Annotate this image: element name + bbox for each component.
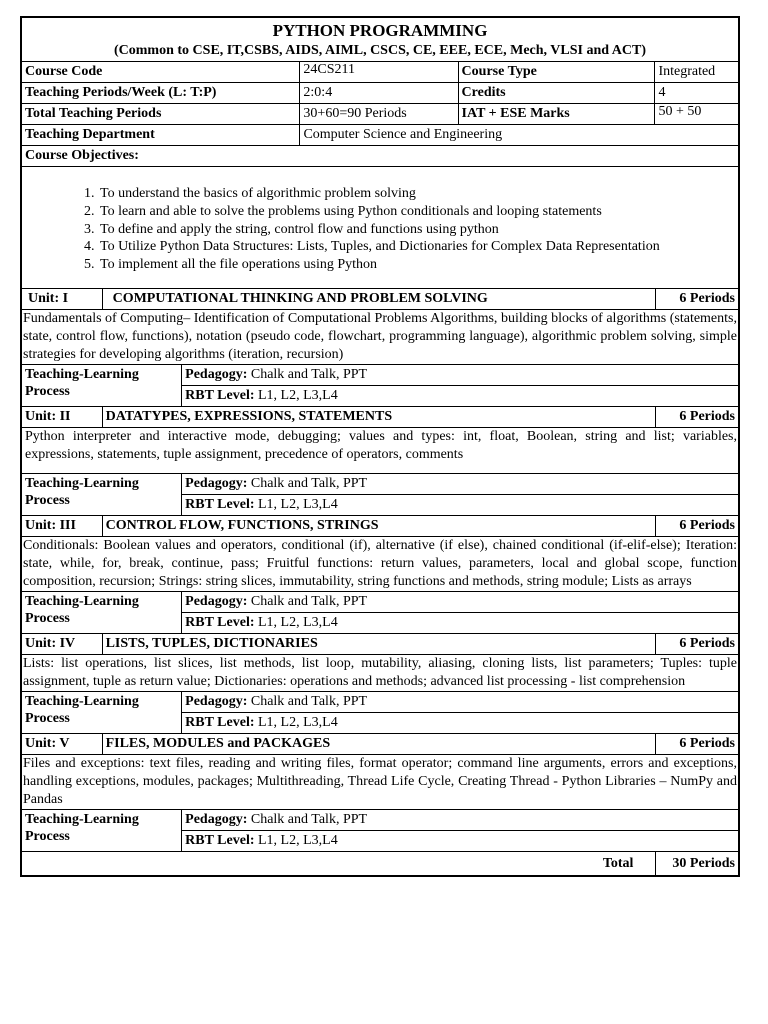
department-label: Teaching Department: [25, 127, 155, 142]
info-row-total-periods: [22, 104, 738, 125]
unit-header-row: [22, 516, 738, 537]
objectives-heading-row: [22, 146, 738, 167]
unit-title: CONTROL FLOW, FUNCTIONS, STRINGS: [102, 516, 656, 536]
course-subtitle: (Common to CSE, IT,CSBS, AIDS, AIML, CSCS, CE, EEE, ECE, Mech, VLSI and ACT): [114, 43, 646, 58]
unit-content: Conditionals: Boolean values and operators, conditional (if), alternative (if else), chained conditional (if-elif-else); Iteration: state, while, for, break, continue, pass; Fruitful functions: return values, parameters, local and global scope, function composition, recursion; Strings: string slices, immutability, string functions and methods, string module; Lists as arrays: [23, 537, 737, 589]
credits-value: 4: [654, 83, 738, 103]
pedagogy-label: Pedagogy:: [185, 811, 248, 827]
unit-label: Unit: V: [25, 735, 70, 751]
total-periods-label: Total Teaching Periods: [25, 106, 162, 121]
unit-title: FILES, MODULES and PACKAGES: [102, 734, 656, 754]
pedagogy-label: Pedagogy:: [185, 593, 248, 609]
credits-label: Credits: [458, 83, 655, 103]
pedagogy-line: [182, 474, 738, 494]
unit-periods: 6 Periods: [655, 634, 738, 654]
unit-periods: 6 Periods: [655, 516, 738, 536]
unit-label: Unit: II: [25, 408, 71, 424]
rbt-value: L1, L2, L3,L4: [258, 614, 338, 630]
objective-item: 3. To define and apply the string, control flow and functions using python: [98, 221, 660, 239]
tlp-row: [22, 474, 738, 516]
course-type-label: Course Type: [458, 62, 655, 82]
tlp-details: [181, 592, 738, 633]
tlp-label: Teaching-Learning Process: [25, 693, 139, 726]
rbt-label: RBT Level:: [185, 714, 255, 730]
pedagogy-value: Chalk and Talk, PPT: [250, 693, 368, 709]
rbt-label: RBT Level:: [185, 496, 255, 512]
course-title: PYTHON PROGRAMMING: [272, 21, 488, 40]
rbt-label: RBT Level:: [185, 614, 255, 630]
pedagogy-label: Pedagogy:: [185, 693, 248, 709]
objectives-list: [22, 167, 660, 288]
rbt-value: L1, L2, L3,L4: [258, 387, 338, 403]
unit-label: Unit: IV: [25, 635, 76, 651]
total-label: Total: [602, 855, 634, 871]
rbt-line: [182, 494, 738, 515]
pedagogy-label: Pedagogy:: [185, 366, 248, 382]
department-value: Computer Science and Engineering: [299, 125, 738, 145]
unit-label: Unit: III: [25, 517, 76, 533]
tlp-row: [22, 810, 738, 852]
unit-header-row: [22, 407, 738, 428]
total-row: [22, 852, 738, 875]
marks-value: 50 + 50: [654, 104, 738, 124]
objective-item: 4. To Utilize Python Data Structures: Lists, Tuples, and Dictionaries for Complex Data Representation: [98, 238, 660, 256]
unit-title: COMPUTATIONAL THINKING AND PROBLEM SOLVING: [102, 289, 656, 309]
objective-item: 2. To learn and able to solve the problems using Python conditionals and looping statements: [98, 203, 660, 221]
course-code-label: Course Code: [25, 64, 103, 79]
tlp-details: [181, 474, 738, 515]
rbt-label: RBT Level:: [185, 387, 255, 403]
unit-label: Unit: I: [28, 290, 69, 306]
pedagogy-line: [182, 692, 738, 712]
tlp-details: [181, 692, 738, 733]
pedagogy-value: Chalk and Talk, PPT: [250, 366, 368, 382]
unit-content-row: [22, 655, 738, 692]
unit-title: DATATYPES, EXPRESSIONS, STATEMENTS: [102, 407, 656, 427]
pedagogy-value: Chalk and Talk, PPT: [250, 811, 368, 827]
unit-header-row: [22, 734, 738, 755]
total-value: 30 Periods: [655, 852, 738, 875]
rbt-line: [182, 385, 738, 406]
unit-periods: 6 Periods: [655, 734, 738, 754]
objective-item: 5. To implement all the file operations using Python: [98, 256, 660, 274]
tlp-label: Teaching-Learning Process: [25, 475, 139, 508]
objectives-heading: Course Objectives:: [25, 148, 139, 163]
pedagogy-line: [182, 365, 738, 385]
periods-week-value: 2:0:4: [299, 83, 457, 103]
unit-periods: 6 Periods: [655, 407, 738, 427]
rbt-value: L1, L2, L3,L4: [258, 832, 338, 848]
tlp-label: Teaching-Learning Process: [25, 593, 139, 626]
syllabus-table: [20, 16, 740, 877]
pedagogy-value: Chalk and Talk, PPT: [250, 475, 368, 491]
unit-header-row: [22, 634, 738, 655]
unit-content-row: [22, 537, 738, 592]
unit-content-row: [22, 310, 738, 365]
rbt-value: L1, L2, L3,L4: [258, 496, 338, 512]
unit-content: Lists: list operations, list slices, list methods, list loop, mutability, aliasing, cloning lists, list parameters; Tuples: tuple assignment, tuple as return value; Dictionaries: operations and methods; advanced list processing - list comprehension: [23, 655, 737, 689]
tlp-row: [22, 692, 738, 734]
info-row-department: [22, 125, 738, 146]
objective-item: 1. To understand the basics of algorithmic problem solving: [98, 185, 660, 203]
course-type-value: Integrated: [654, 62, 738, 82]
unit-content: Python interpreter and interactive mode, debugging; values and types: int, float, Boolean, string and list; variables, expressions, statements, tuple assignment, precedence of operators, comments: [25, 428, 737, 462]
pedagogy-line: [182, 810, 738, 830]
info-row-periods-week: [22, 83, 738, 104]
rbt-line: [182, 612, 738, 633]
info-row-course-code: [22, 62, 738, 83]
marks-label: IAT + ESE Marks: [458, 104, 655, 124]
unit-title: LISTS, TUPLES, DICTIONARIES: [102, 634, 656, 654]
unit-content: Fundamentals of Computing– Identification of Computational Problems Algorithms, building blocks of algorithms (statements, state, control flow, functions), notation (pseudo code, flowchart, programming language), algorithmic problem solving, simple strategies for developing algorithms (iteration, recursion): [23, 310, 737, 362]
pedagogy-value: Chalk and Talk, PPT: [250, 593, 368, 609]
tlp-details: [181, 810, 738, 851]
objectives-list-row: [22, 167, 738, 289]
tlp-row: [22, 592, 738, 634]
pedagogy-label: Pedagogy:: [185, 475, 248, 491]
rbt-label: RBT Level:: [185, 832, 255, 848]
rbt-value: L1, L2, L3,L4: [258, 714, 338, 730]
periods-week-label: Teaching Periods/Week (L: T:P): [25, 85, 217, 100]
unit-content-row: [22, 755, 738, 810]
tlp-label: Teaching-Learning Process: [25, 366, 139, 399]
rbt-line: [182, 830, 738, 851]
unit-header-row: [22, 289, 738, 310]
pedagogy-line: [182, 592, 738, 612]
title-row: [22, 18, 738, 62]
course-code-value: 24CS211: [299, 62, 457, 82]
unit-content-row: [22, 428, 738, 474]
total-periods-value: 30+60=90 Periods: [299, 104, 457, 124]
tlp-label: Teaching-Learning Process: [25, 811, 139, 844]
unit-content: Files and exceptions: text files, reading and writing files, format operator; command line arguments, errors and exceptions, handling exceptions, modules, packages; Multithreading, Thread Life Cycle, Creating Thread - Python Libraries – NumPy and Pandas: [23, 755, 737, 807]
tlp-row: [22, 365, 738, 407]
unit-periods: 6 Periods: [655, 289, 738, 309]
tlp-details: [181, 365, 738, 406]
rbt-line: [182, 712, 738, 733]
